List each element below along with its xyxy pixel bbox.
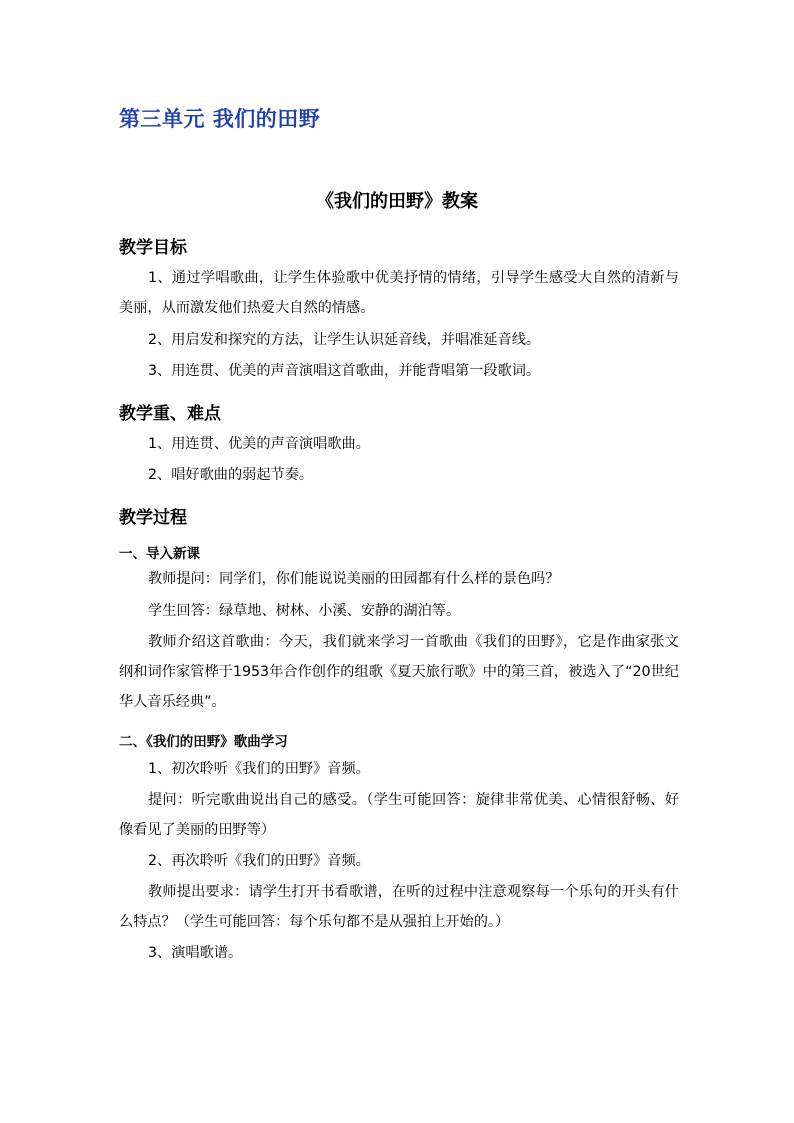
part2-heading: 二、《我们的田野》歌曲学习 [119,734,288,750]
goal-item-2: 2、用启发和探究的方法，让学生认识延音线，并唱准延音线。 [148,332,541,348]
key-points-heading: 教学重、难点 [119,404,221,424]
part1-paragraph-1: 教师提问：同学们，你们能说说美丽的田园都有什么样的景色吗？ [148,571,560,587]
process-heading: 教学过程 [119,508,187,528]
part2-paragraph-1: 1、初次聆听《我们的田野》音频。 [148,761,370,777]
part1-paragraph-3: 教师介绍这首歌曲：今天，我们就来学习一首歌曲《我们的田野》，它是作曲家张文纲和词作家管桦于1953年合作创作的组歌《夏天旅行歌》中的第三首，被选入了“20世纪华人音乐经典”。 [119,634,679,710]
goal-item-3: 3、用连贯、优美的声音演唱这首歌曲，并能背唱第一段歌词。 [148,363,541,379]
part1-heading: 一、导入新课 [119,546,200,562]
part2-paragraph-4: 教师提出要求：请学生打开书看歌谱，在听的过程中注意观察每一个乐句的开头有什么特点？（学生可能回答：每个乐句都不是从强拍上开始的。） [119,884,679,930]
part2-paragraph-3: 2、再次聆听《我们的田野》音频。 [148,853,370,869]
part2-paragraph-2: 提问：听完歌曲说出自己的感受。（学生可能回答：旋律非常优美、心情很舒畅、好像看见了美丽的田野等） [119,792,679,838]
key-point-item-1: 1、用连贯、优美的声音演唱歌曲。 [148,436,370,452]
unit-title: 第三单元 我们的田野 [119,107,321,131]
goal-item-1: 1、通过学唱歌曲，让学生体验歌中优美抒情的情绪，引导学生感受大自然的清新与美丽，从而激发他们热爱大自然的情感。 [119,270,679,316]
goals-heading: 教学目标 [119,238,187,258]
key-point-item-2: 2、唱好歌曲的弱起节奏。 [148,467,314,483]
part2-paragraph-5: 3、演唱歌谱。 [148,945,243,961]
document-title: 《我们的田野》教案 [316,191,478,212]
part1-paragraph-2: 学生回答：绿草地、树林、小溪、安静的湖泊等。 [148,603,461,619]
